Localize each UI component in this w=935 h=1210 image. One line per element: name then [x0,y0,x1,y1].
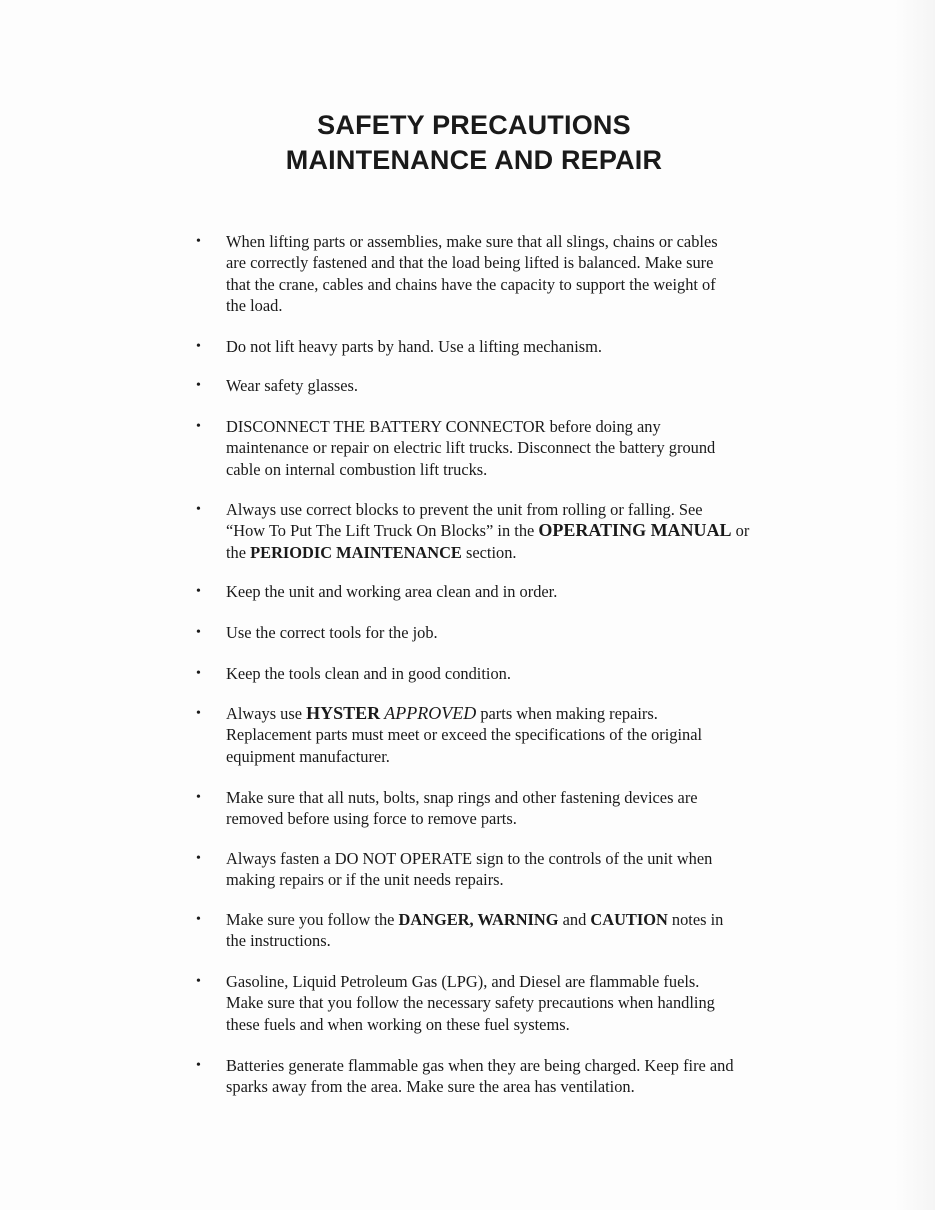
bullet-icon: • [196,419,201,434]
bullet-icon: • [196,234,201,249]
item-text: these fuels and when working on these fuel systems. [226,1014,570,1034]
list-item [196,663,816,684]
list-item [196,336,816,357]
item-text: Do not lift heavy parts by hand. Use a lifting mechanism. [226,337,602,356]
bullet-icon: • [196,912,201,927]
item-text: sparks away from the area. Make sure the area has ventilation. [226,1077,635,1097]
item-text: the instructions. [226,931,331,951]
bullet-icon: • [196,974,201,989]
item-text: and [558,910,591,929]
item-text: Make sure that all nuts, bolts, snap rings and other fastening devices are [226,788,698,807]
bullet-icon: • [196,706,201,721]
danger-warning-label: DANGER, WARNING [398,910,559,929]
item-text: Make sure that you follow the necessary safety precautions when handling [226,993,715,1013]
item-text: equipment manufacturer. [226,746,390,766]
bullet-icon: • [196,790,201,805]
bullet-icon: • [196,584,201,599]
bullet-icon: • [196,666,201,681]
item-text: that the crane, cables and chains have the capacity to support the weight of [226,274,716,294]
page-title-line-1: SAFETY PRECAUTIONS [317,110,631,140]
scan-edge-shadow [895,0,935,1210]
bullet-icon: • [196,625,201,640]
item-text: are correctly fastened and that the load being lifted is balanced. Make sure [226,253,714,273]
list-item [196,1055,816,1098]
item-text: parts when making repairs. [476,704,658,723]
item-text: Keep the unit and working area clean and in order. [226,582,558,601]
list-item [196,703,816,767]
item-text: Batteries generate flammable gas when they are being charged. Keep fire and [226,1056,734,1075]
item-text: the [226,542,251,562]
list-item [196,787,816,830]
item-text: the load. [226,296,283,316]
list-item [196,909,816,952]
bullet-icon: • [196,851,201,866]
bullet-icon: • [196,339,201,354]
item-text: Always use correct blocks to prevent the unit from rolling or falling. See [226,500,703,519]
item-text: Always fasten a DO NOT OPERATE sign to the controls of the unit when [226,849,713,868]
bullet-icon: • [196,1058,201,1073]
item-text: Keep the tools clean and in good condition. [226,664,511,683]
item-text: When lifting parts or assemblies, make sure that all slings, chains or cables [226,232,718,251]
page-title-line-2: MAINTENANCE AND REPAIR [285,145,663,175]
list-item [196,848,816,891]
list-item [196,231,816,317]
item-text: DISCONNECT THE BATTERY CONNECTOR before doing any [226,417,661,436]
section-reference: PERIODIC MAINTENANCE [250,542,462,562]
manual-reference: OPERATING MANUAL [538,520,732,541]
list-item [196,499,816,563]
item-text: or [731,521,750,541]
item-text: section. [461,542,517,562]
item-text: “How To Put The Lift Truck On Blocks” in the [226,521,539,541]
item-text: maintenance or repair on electric lift trucks. Disconnect the battery ground [226,438,716,458]
list-item [196,622,816,643]
list-item [196,971,816,1035]
item-text: Replacement parts must meet or exceed the specifications of the original [226,725,703,745]
bullet-icon: • [196,378,201,393]
item-text: Always use [226,704,307,723]
item-text: making repairs or if the unit needs repairs. [226,870,504,890]
list-item [196,375,816,396]
caution-label: CAUTION [590,910,668,929]
brand-name: HYSTER [306,703,381,723]
item-text: Wear safety glasses. [226,376,359,395]
item-text: Use the correct tools for the job. [226,623,438,642]
item-text: cable on internal combustion lift trucks. [226,459,488,479]
approved-label: APPROVED [384,703,477,723]
item-text: Gasoline, Liquid Petroleum Gas (LPG), and Diesel are flammable fuels. [226,972,700,991]
item-text: removed before using force to remove parts. [226,809,517,829]
list-item [196,581,816,602]
list-item [196,416,816,480]
bullet-icon: • [196,502,201,517]
item-text: notes in [667,910,724,929]
item-text: Make sure you follow the [226,910,399,929]
